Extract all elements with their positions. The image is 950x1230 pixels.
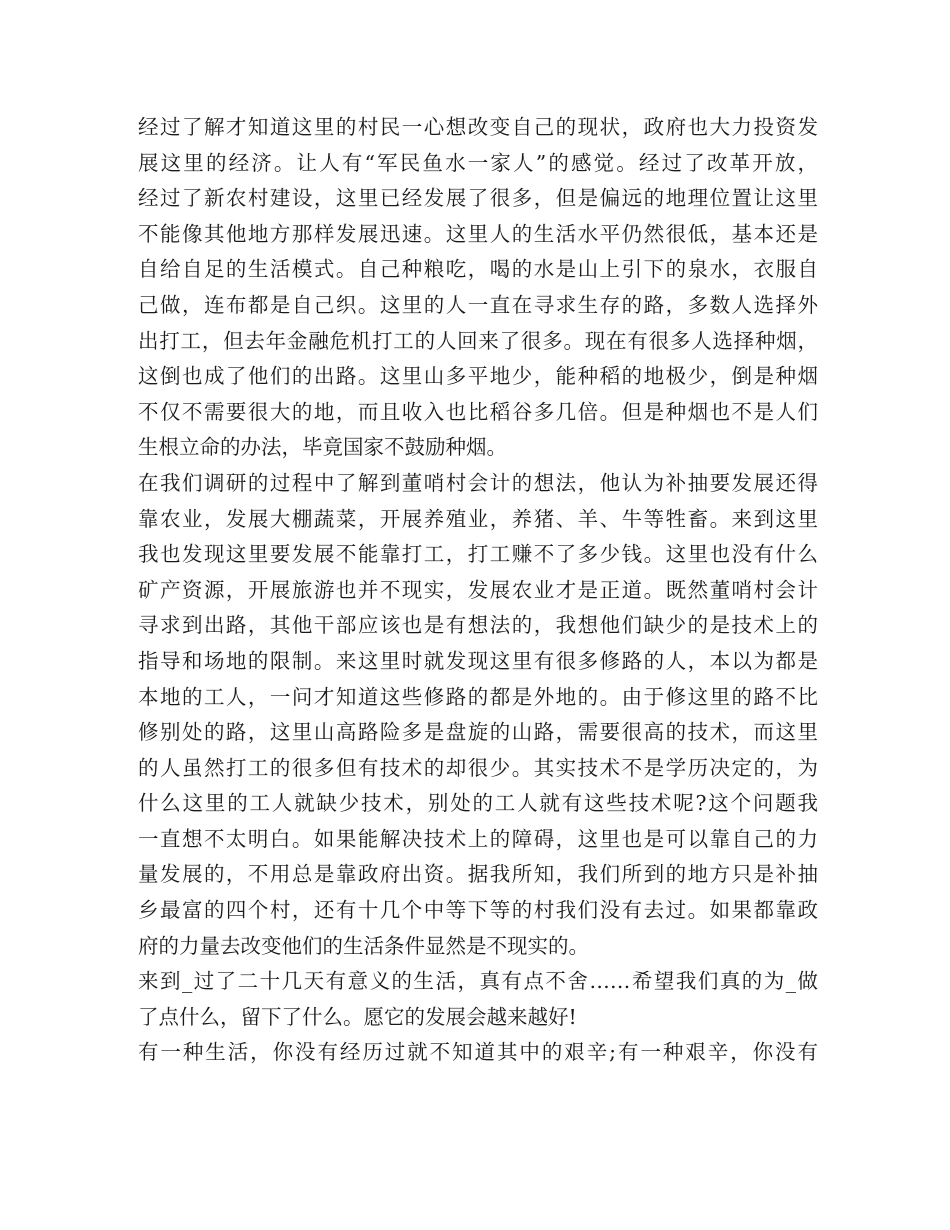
text-line: 矿产资源，开展旅游也并不现实，发展农业才是正道。既然董哨村会计 [138,577,818,602]
text-line: 有一种生活，你没有经历过就不知道其中的艰辛;有一种艰辛，你没有 [138,1040,818,1065]
text-line: 经过了新农村建设，这里已经发展了很多，但是偏远的地理位置让这里 [138,186,818,211]
text-line: 经过了解才知道这里的村民一心想改变自己的现状，政府也大力投资发 [138,115,818,139]
text-line: 指导和场地的限制。来这里时就发现这里有很多修路的人，本以为都是 [138,648,818,673]
text-line: 来到_过了二十几天有意义的生活，真有点不舍……希望我们真的为_做 [138,969,818,994]
text-line: 生根立命的办法，毕竟国家不鼓励种烟。 [138,435,507,460]
text-line: 靠农业，发展大棚蔬菜，开展养殖业，养猪、羊、牛等牲畜。来到这里 [138,506,818,531]
text-line: 在我们调研的过程中了解到董哨村会计的想法，他认为补抽要发展还得 [138,470,818,495]
text-line: 己做，连布都是自己织。这里的人一直在寻求生存的路，多数人选择外 [138,292,818,317]
document-body [138,110,818,1071]
text-line: 府的力量去改变他们的生活条件显然是不现实的。 [138,933,589,958]
text-line: 的人虽然打工的很多但有技术的却很少。其实技术不是学历决定的，为 [138,755,818,780]
text-line: 修别处的路，这里山高路险多是盘旋的山路，需要很高的技术，而这里 [138,720,818,745]
text-line: 乡最富的四个村，还有十几个中等下等的村我们没有去过。如果都靠政 [138,898,818,923]
text-line: 什么这里的工人就缺少技术，别处的工人就有这些技术呢?这个问题我 [138,791,818,816]
text-line: 出打工，但去年金融危机打工的人回来了很多。现在有很多人选择种烟， [138,328,818,353]
text-line: 不仅不需要很大的地，而且收入也比稻谷多几倍。但是种烟也不是人们 [138,399,818,424]
text-line: 本地的工人，一问才知道这些修路的都是外地的。由于修这里的路不比 [138,684,818,709]
text-line: 我也发现这里要发展不能靠打工，打工赚不了多少钱。这里也没有什么 [138,542,818,567]
text-line: 不能像其他地方那样发展迅速。这里人的生活水平仍然很低，基本还是 [138,221,818,246]
text-line: 一直想不太明白。如果能解决技术上的障碍，这里也是可以靠自己的力 [138,826,818,851]
text-line: 量发展的，不用总是靠政府出资。据我所知，我们所到的地方只是补抽 [138,862,818,887]
text-line: 自给自足的生活模式。自己种粮吃，喝的水是山上引下的泉水，衣服自 [138,257,818,282]
text-line: 展这里的经济。让人有“军民鱼水一家人”的感觉。经过了改革开放， [138,150,818,175]
text-line: 这倒也成了他们的出路。这里山多平地少，能种稻的地极少，倒是种烟 [138,364,818,389]
text-line: 寻求到出路，其他干部应该也是有想法的，我想他们缺少的是技术上的 [138,613,818,638]
text-line: 了点什么，留下了什么。愿它的发展会越来越好! [138,1004,577,1029]
